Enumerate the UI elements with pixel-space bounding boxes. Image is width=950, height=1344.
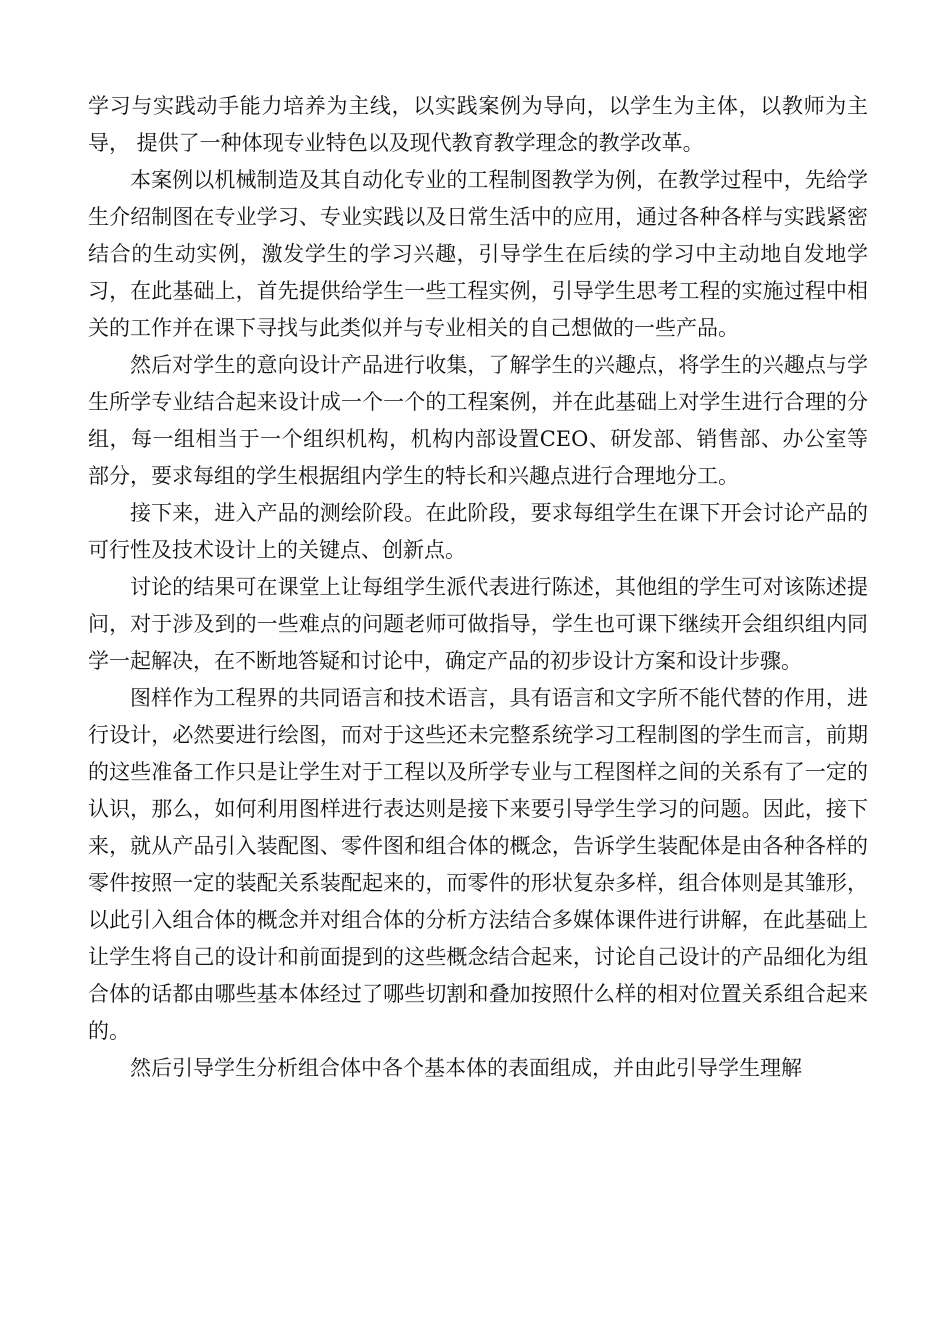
paragraph-6: 图样作为工程界的共同语言和技术语言，具有语言和文字所不能代替的作用，进行设计，必然要进行绘图，而对于这些还未完整系统学习工程制图的学生而言，前期的这些准备工作只是让学生对于工程以及所学专业与工程图样之间的关系有了一定的认识，那么，如何利用图样进行表达则是接下来要引导学生学习的问题。因此，接下来，就从产品引入装配图、零件图和组合体的概念，告诉学生装配体是由各种各样的零件按照一定的装配关系装配起来的，而零件的形状复杂多样，组合体则是其雏形，以此引入组合体的概念并对组合体的分析方法结合多媒体课件进行讲解，在此基础上让学生将自己的设计和前面提到的这些概念结合起来，讨论自己设计的产品细化为组合体的话都由哪些基本体经过了哪些切割和叠加按照什么样的相对位置关系组合起来的。 [88, 686, 868, 1043]
paragraph-2: 本案例以机械制造及其自动化专业的工程制图教学为例，在教学过程中，先给学生介绍制图在专业学习、专业实践以及日常生活中的应用，通过各种各样与实践紧密结合的生动实例，激发学生的学习兴趣，引导学生在后续的学习中主动地自发地学习，在此基础上，首先提供给学生一些工程实例，引导学生思考工程的实施过程中相关的工作并在课下寻找与此类似并与专业相关的自己想做的一些产品。 [88, 168, 868, 340]
paragraph-4: 接下来，进入产品的测绘阶段。在此阶段，要求每组学生在课下开会讨论产品的可行性及技术设计上的关键点、创新点。 [88, 501, 868, 562]
paragraph-3: 然后对学生的意向设计产品进行收集，了解学生的兴趣点，将学生的兴趣点与学生所学专业结合起来设计成一个一个的工程案例，并在此基础上对学生进行合理的分组，每一组相当于一个组织机构，机构内部设置CEO、研发部、销售部、办公室等部分，要求每组的学生根据组内学生的特长和兴趣点进行合理地分工。 [88, 353, 868, 488]
document-page [88, 88, 868, 1087]
paragraph-5: 讨论的结果可在课堂上让每组学生派代表进行陈述，其他组的学生可对该陈述提问，对于涉及到的一些难点的问题老师可做指导，学生也可课下继续开会组织组内同学一起解决，在不断地答疑和讨论中，确定产品的初步设计方案和设计步骤。 [88, 575, 868, 673]
paragraph-7: 然后引导学生分析组合体中各个基本体的表面组成，并由此引导学生理解 [130, 1056, 802, 1080]
paragraph-1: 学习与实践动手能力培养为主线，以实践案例为导向，以学生为主体，以教师为主导， 提供了一种体现专业特色以及现代教育教学理念的教学改革。 [88, 94, 868, 155]
